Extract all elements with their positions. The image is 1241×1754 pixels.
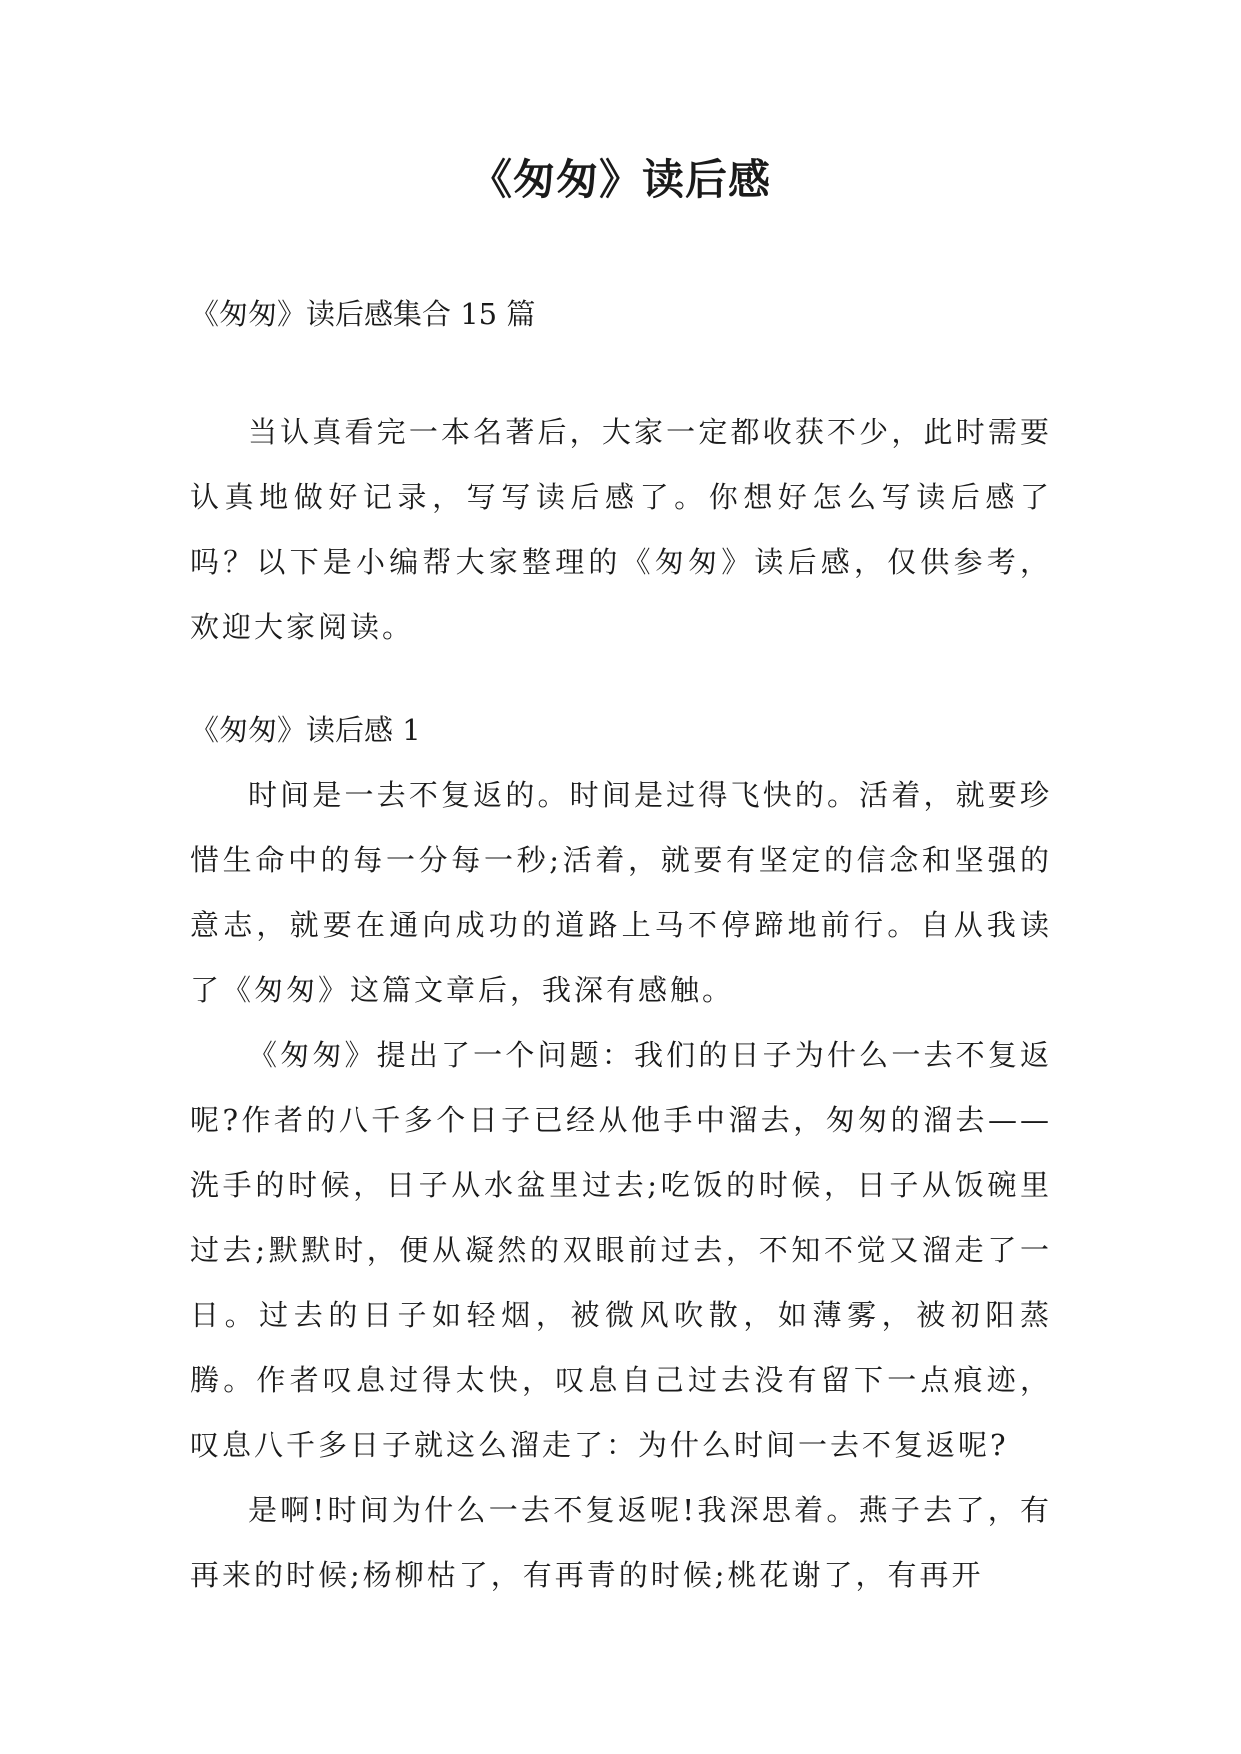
document-subtitle: 《匆匆》读后感集合 15 篇 — [190, 297, 536, 331]
body-paragraph-3: 是啊!时间为什么一去不复返呢!我深思着。燕子去了，有再来的时候;杨柳枯了，有再青的时候;桃花谢了，有再开 — [190, 1493, 1052, 1592]
body-paragraph-2: 《匆匆》提出了一个问题：我们的日子为什么一去不复返呢?作者的八千多个日子已经从他手中溜去，匆匆的溜去——洗手的时候，日子从水盆里过去;吃饭的时候，日子从饭碗里过去;默默时，便从凝然的双眼前过去，不知不觉又溜走了一日。过去的日子如轻烟，被微风吹散，如薄雾，被初阳蒸腾。作者叹息过得太快，叹息自己过去没有留下一点痕迹，叹息八千多日子就这么溜走了：为什么时间一去不复返呢? — [190, 1038, 1052, 1462]
intro-paragraph: 当认真看完一本名著后，大家一定都收获不少，此时需要认真地做好记录，写写读后感了。你想好怎么写读后感了吗？以下是小编帮大家整理的《匆匆》读后感，仅供参考，欢迎大家阅读。 — [190, 415, 1052, 644]
body-paragraph-1: 时间是一去不复返的。时间是过得飞快的。活着，就要珍惜生命中的每一分每一秒;活着，就要有坚定的信念和坚强的意志，就要在通向成功的道路上马不停蹄地前行。自从我读了《匆匆》这篇文章后，我深有感触。 — [190, 778, 1052, 1007]
article-section-1 — [190, 698, 1052, 1608]
document-title: 《匆匆》读后感 — [469, 155, 771, 204]
intro-block — [190, 400, 1052, 660]
section-heading: 《匆匆》读后感 1 — [190, 713, 421, 747]
